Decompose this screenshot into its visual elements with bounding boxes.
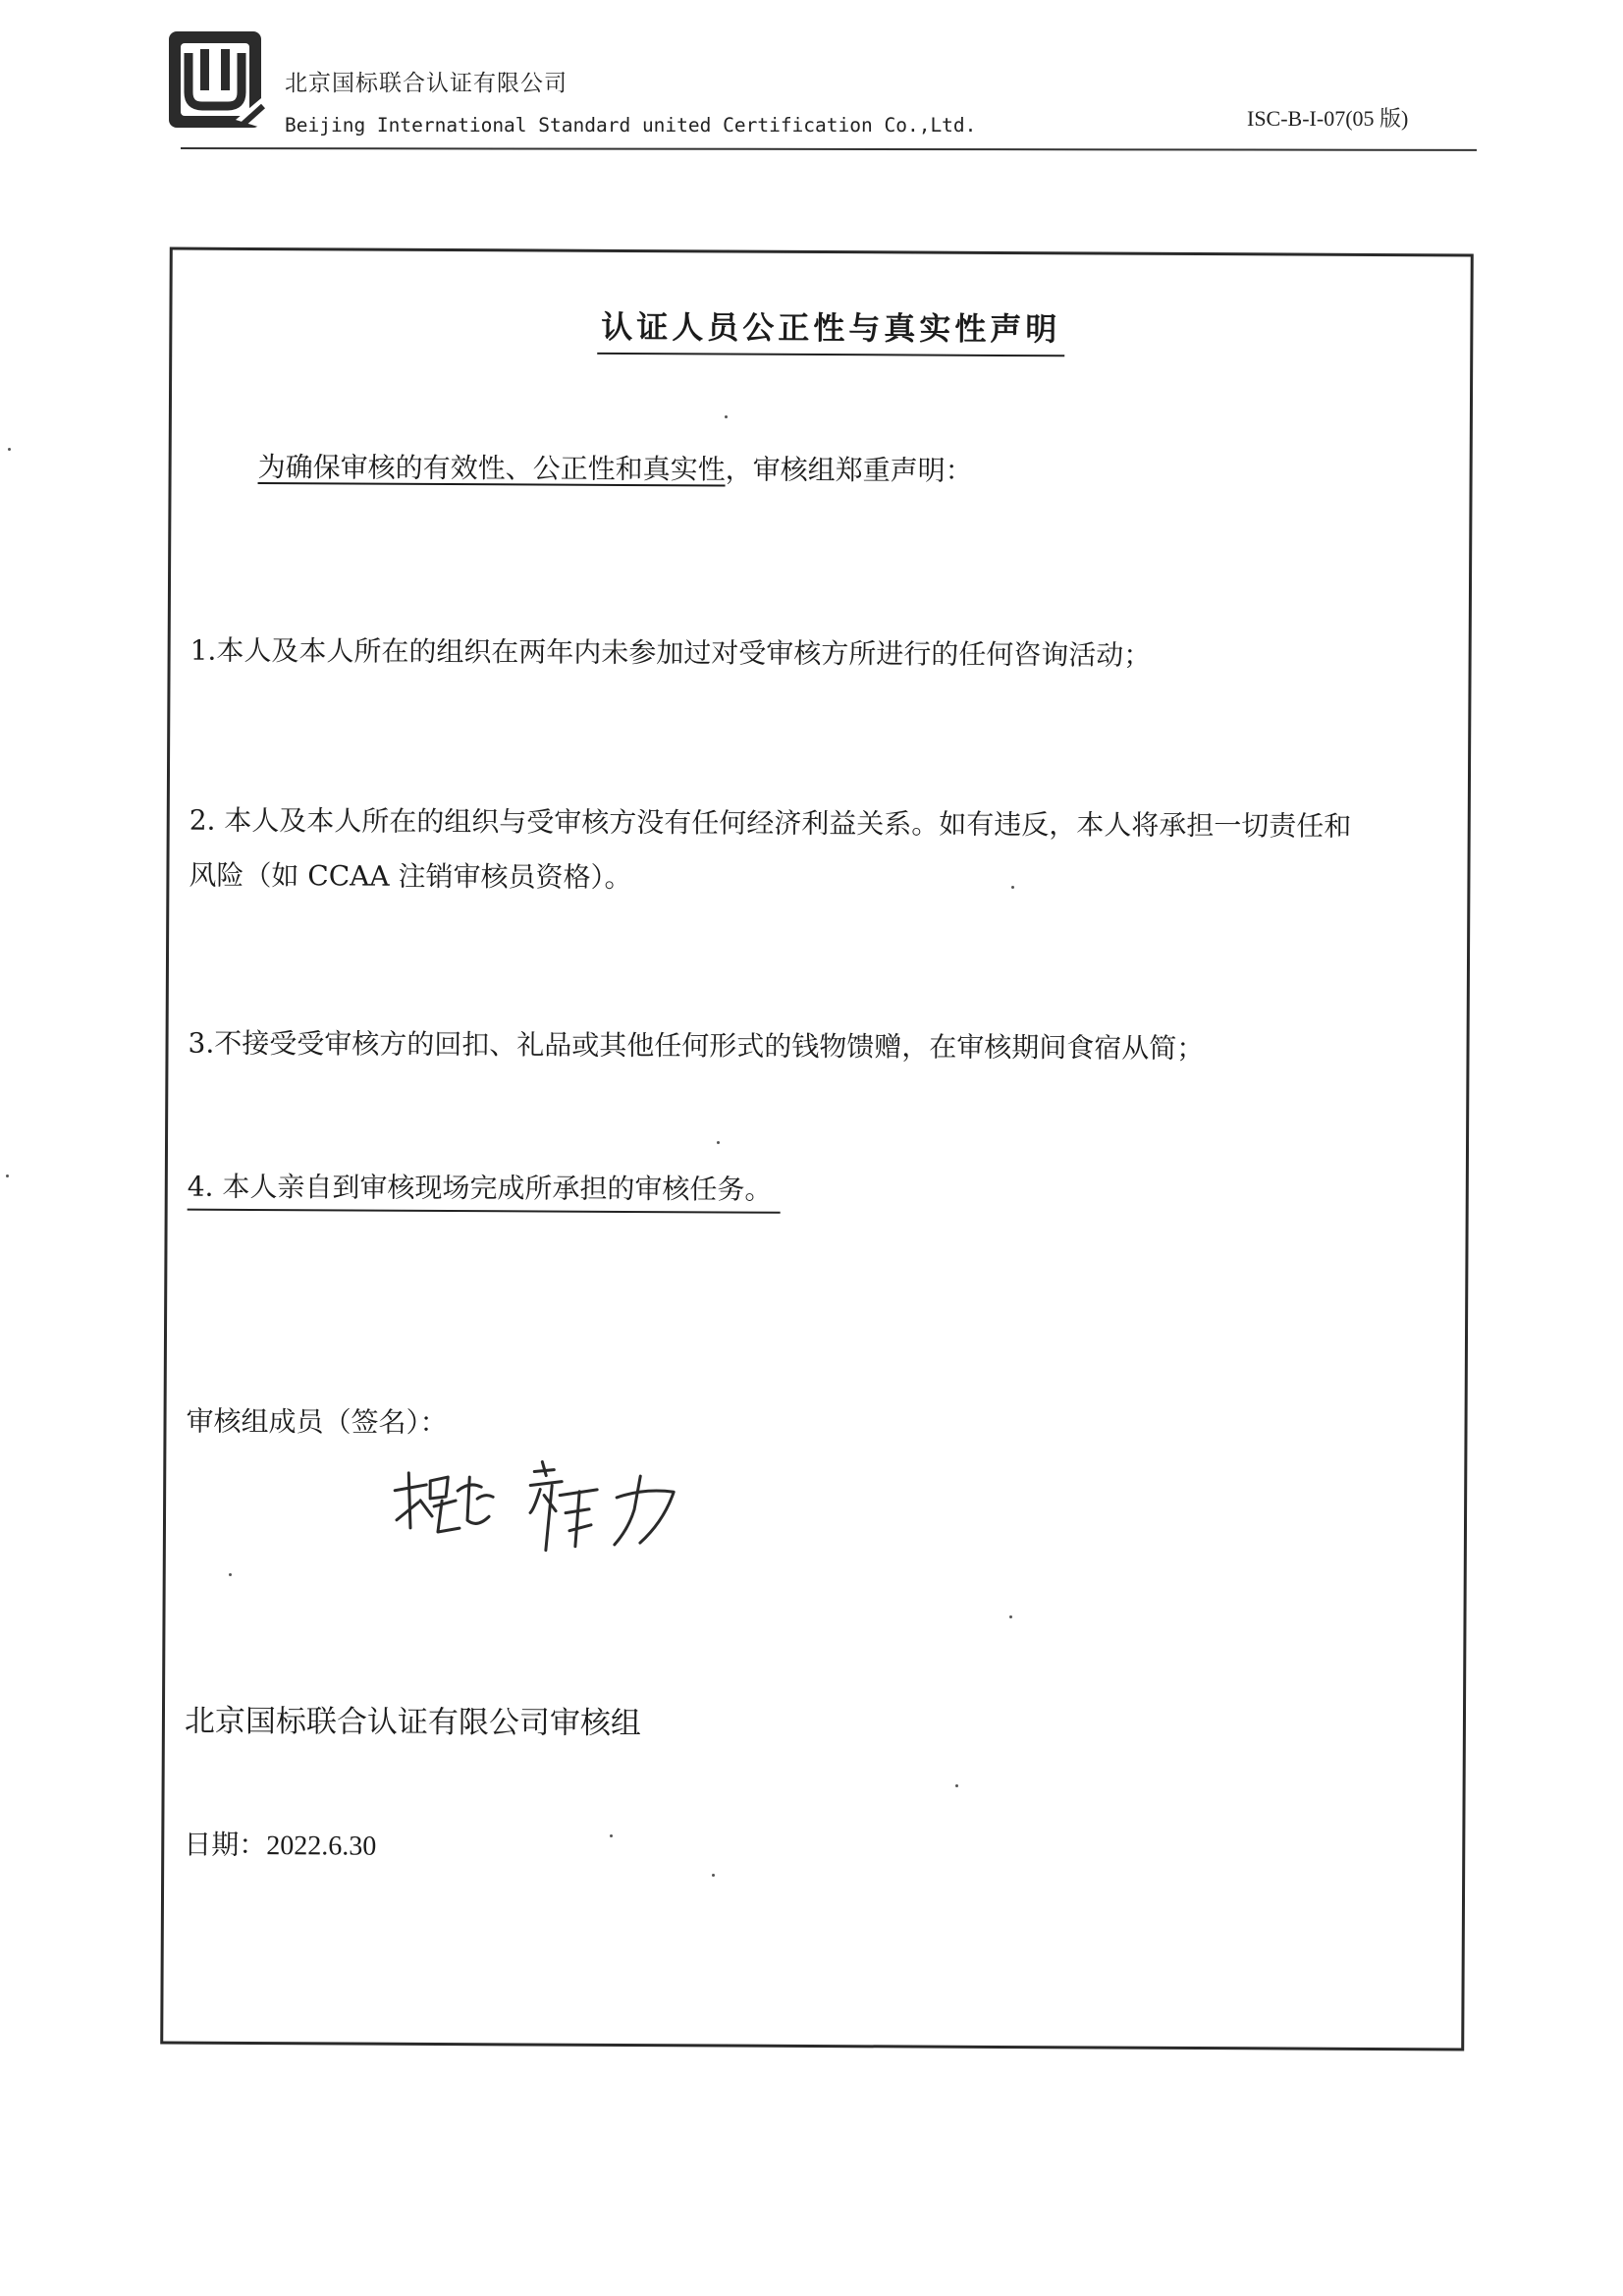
scan-speck — [712, 1874, 715, 1877]
scan-speck — [717, 1141, 720, 1144]
declaration-frame — [160, 247, 1474, 2051]
date-label: 日期： — [184, 1828, 267, 1862]
header-divider — [181, 147, 1477, 151]
document-title-text: 认证人员公正性与真实性声明 — [597, 302, 1064, 356]
declaration-item-2 — [189, 793, 1351, 909]
company-name-en: Beijing International Standard united Certification Co.,Ltd. — [285, 114, 977, 137]
scan-speck — [610, 1834, 613, 1837]
intro-underlined-text: 为确保审核的有效性、公正性和真实性 — [257, 451, 726, 486]
scan-speck — [1011, 886, 1014, 889]
handwritten-signature — [387, 1451, 712, 1571]
date-line — [184, 1818, 376, 1875]
document-title — [172, 301, 1470, 359]
intro-rest-text: ，审核组郑重声明： — [725, 453, 973, 487]
declaration-item-1: 1.本人及本人所在的组织在两年内未参加过对受审核方所进行的任何咨询活动； — [189, 633, 1152, 672]
declaration-item-3: 3.不接受受审核方的回扣、礼品或其他任何形式的钱物馈赠，在审核期间食宿从简； — [188, 1026, 1205, 1066]
scan-speck — [8, 448, 11, 451]
audit-team-organization: 北京国标联合认证有限公司审核组 — [184, 1703, 642, 1742]
intro-statement — [257, 440, 972, 499]
date-value: 2022.6.30 — [266, 1831, 377, 1862]
declaration-item-4: 4. 本人亲自到审核现场完成所承担的审核任务。 — [188, 1166, 781, 1214]
scan-speck — [1009, 1615, 1012, 1618]
scan-speck — [229, 1573, 232, 1576]
company-name-cn: 北京国标联合认证有限公司 — [285, 71, 568, 96]
scan-speck — [6, 1175, 9, 1177]
document-code: ISC-B-I-07(05 版) — [1247, 106, 1409, 131]
declaration-item-2-line-2: 风险（如 CCAA 注销审核员资格）。 — [189, 858, 632, 895]
bisc-logo-icon — [167, 29, 265, 136]
scan-speck — [955, 1784, 958, 1787]
signers-label: 审核组成员（签名）： — [186, 1404, 448, 1440]
scan-speck — [725, 415, 728, 418]
declaration-item-2-line-1: 2. 本人及本人所在的组织与受审核方没有任何经济利益关系。如有违反，本人将承担一切责任和 — [189, 803, 1352, 843]
